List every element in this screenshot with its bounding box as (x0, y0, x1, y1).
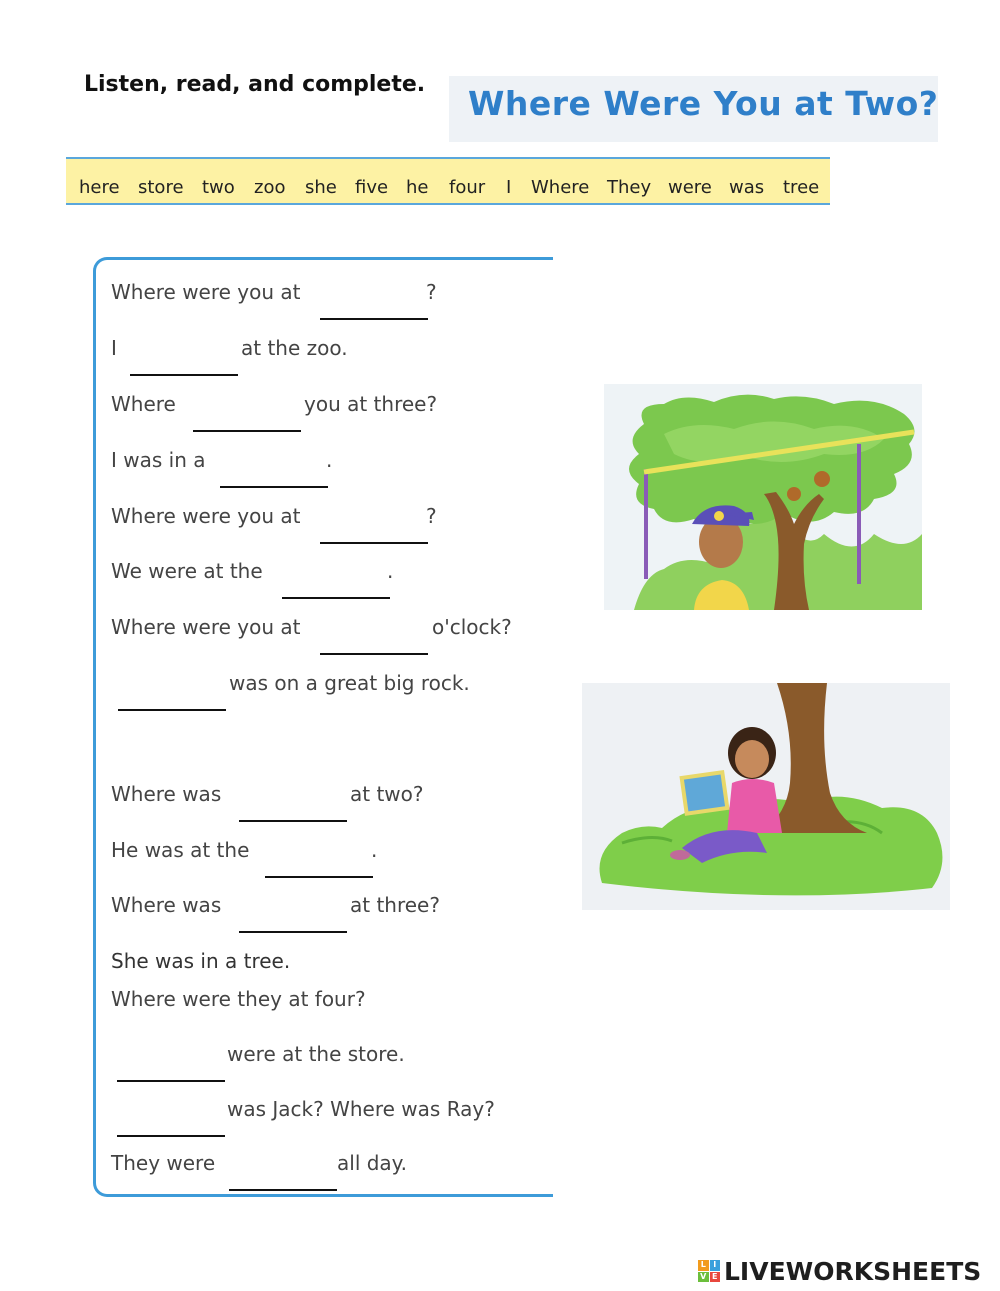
answer-blank-13[interactable] (117, 1107, 225, 1137)
sentence-text: They were (111, 1151, 216, 1175)
sentence-text: I was in a (111, 448, 206, 472)
answer-blank-1[interactable] (320, 290, 428, 320)
sentence-text: all day. (337, 1151, 408, 1175)
sentence-text: . (387, 559, 394, 583)
sentence-text: Where were you at (111, 280, 301, 304)
sentence-text: . (371, 838, 378, 862)
word-bank-item: here (79, 177, 120, 198)
word-bank-item: was (729, 177, 765, 198)
page-title: Where Were You at Two? (468, 84, 939, 123)
sentence-text: Where was (111, 893, 222, 917)
sentence-text: at three? (350, 893, 440, 917)
answer-blank-8[interactable] (118, 681, 226, 711)
answer-blank-11[interactable] (239, 903, 347, 933)
boy-in-park-illustration (604, 384, 922, 610)
word-bank-item: two (202, 177, 235, 198)
sentence-text: was on a great big rock. (229, 671, 470, 695)
answer-blank-14[interactable] (229, 1161, 337, 1191)
answer-blank-6[interactable] (282, 569, 390, 599)
sentence-text: She was in a tree. (111, 949, 291, 973)
answer-blank-12[interactable] (117, 1052, 225, 1082)
answer-blank-9[interactable] (239, 792, 347, 822)
word-bank-item: They (607, 177, 652, 198)
logo-badge-icon: L I V E (698, 1260, 720, 1282)
sentence-text: Where (111, 392, 176, 416)
word-bank-item: tree (783, 177, 820, 198)
sentence-text: Where were you at (111, 504, 301, 528)
instruction-heading: Listen, read, and complete. (84, 72, 426, 97)
sentence-text: Where were they at four? (111, 987, 366, 1011)
word-bank-item: he (406, 177, 429, 198)
sentence-text: We were at the (111, 559, 263, 583)
girl-reading-under-tree-illustration (582, 683, 950, 910)
sentence-text: Where were you at (111, 615, 301, 639)
answer-blank-4[interactable] (220, 458, 328, 488)
word-bank-item: she (305, 177, 337, 198)
sentence-text: Where was (111, 782, 222, 806)
word-bank-item: five (355, 177, 389, 198)
sentence-text: . (326, 448, 333, 472)
liveworksheets-logo (698, 1256, 981, 1286)
sentence-text: I (111, 336, 117, 360)
sentence-text: you at three? (304, 392, 438, 416)
sentence-text: He was at the (111, 838, 250, 862)
word-bank-item: four (449, 177, 486, 198)
sentence-text: at the zoo. (241, 336, 348, 360)
answer-blank-2[interactable] (130, 346, 238, 376)
logo-text: LIVEWORKSHEETS (724, 1256, 982, 1286)
sentence-text: at two? (350, 782, 424, 806)
sentence-text: ? (426, 504, 437, 528)
sentence-text: ? (426, 280, 437, 304)
word-bank-item: store (138, 177, 184, 198)
sentence-text: was Jack? Where was Ray? (227, 1097, 495, 1121)
answer-blank-10[interactable] (265, 848, 373, 878)
answer-blank-5[interactable] (320, 514, 428, 544)
word-bank-item: I (506, 177, 512, 198)
word-bank-item: zoo (254, 177, 286, 198)
word-bank-item: were (668, 177, 712, 198)
sentence-text: were at the store. (227, 1042, 405, 1066)
answer-blank-7[interactable] (320, 625, 428, 655)
word-bank (66, 157, 830, 205)
word-bank-item: Where (531, 177, 590, 198)
answer-blank-3[interactable] (193, 402, 301, 432)
sentence-text: o'clock? (432, 615, 512, 639)
